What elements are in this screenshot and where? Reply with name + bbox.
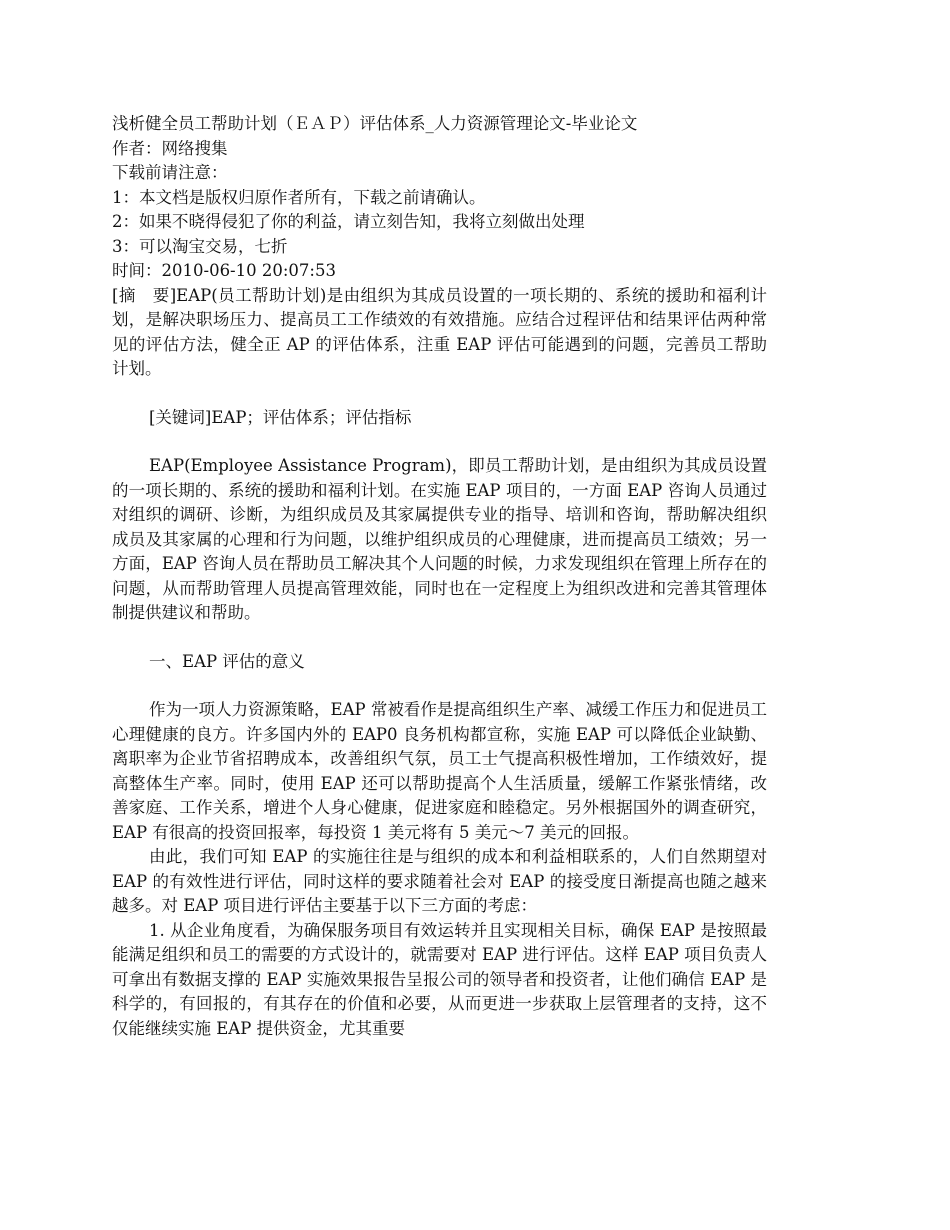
abstract-paragraph: [摘 要]EAP(员工帮助计划)是由组织为其成员设置的一项长期的、系统的援助和福利计划，是解决职场压力、提高员工工作绩效的有效措施。应结合过程评估和结果评估两种常见的评估方法，健全正 AP 的评估体系，注重 EAP 评估可能遇到的问题，完善员工帮助计划。 [112, 285, 767, 378]
keywords-line: [关键词]EAP；评估体系；评估指标 [149, 407, 412, 427]
document-title: 浅析健全员工帮助计划（ＥＡＰ）评估体系_人力资源管理论文-毕业论文 [112, 114, 638, 133]
notice-item-3: 3：可以淘宝交易，七折 [112, 236, 288, 256]
document-time: 时间：2010-06-10 20:07:53 [112, 261, 336, 280]
document-page [112, 112, 767, 1041]
intro-paragraph: EAP(Employee Assistance Program)，即员工帮助计划，是由组织为其成员设置的一项长期的、系统的援助和福利计划。在实施 EAP 项目的，一方面 EAP 咨询人员通过对组织的调研、诊断，为组织成员及其家属提供专业的指导、培训和咨询，帮助解决组织成员及其家属的心理和行为问题，以维护组织成员的心理健康，进而提高员工绩效；另一方面，EAP 咨询人员在帮助员工解决其个人问题的时候，力求发现组织在管理上所存在的问题，从而帮助管理人员提高管理效能，同时也在一定程度上为组织改进和完善其管理体制提供建议和帮助。 [112, 456, 767, 622]
section-1-paragraph-3: 1. 从企业角度看，为确保服务项目有效运转并且实现相关目标，确保 EAP 是按照最能满足组织和员工的需要的方式设计的，就需要对 EAP 进行评估。这样 EAP 项目负责人可拿出有数据支撑的 EAP 实施效果报告呈报公司的领导者和投资者，让他们确信 EAP 是科学的，有回报的，有其存在的价值和必要，从而更进一步获取上层管理者的支持，这不仅能继续实施 EAP 提供资金，尤其重要 [112, 920, 767, 1038]
notice-heading: 下载前请注意： [112, 163, 228, 182]
document-author: 作者：网络搜集 [112, 138, 228, 158]
notice-item-1: 1：本文档是版权归原作者所有，下载之前请确认。 [112, 187, 486, 207]
section-1-paragraph-2: 由此，我们可知 EAP 的实施往往是与组织的成本和利益相联系的，人们自然期望对 EAP 的有效性进行评估，同时这样的要求随着社会对 EAP 的接受度日渐提高也随之越来越多。对 EAP 项目进行评估主要基于以下三方面的考虑： [112, 847, 767, 915]
notice-item-2: 2：如果不晓得侵犯了你的利益，请立刻告知，我将立刻做出处理 [112, 212, 585, 231]
section-1-heading: 一、EAP 评估的意义 [149, 651, 305, 671]
section-1-paragraph-1: 作为一项人力资源策略，EAP 常被看作是提高组织生产率、减缓工作压力和促进员工心理健康的良方。许多国内外的 EAP0 良务机构都宣称，实施 EAP 可以降低企业缺勤、离职率为企业节省招聘成本，改善组织气氛，员工士气提高积极性增加，工作绩效好，提高整体生产率。同时，使用 EAP 还可以帮助提高个人生活质量，缓解工作紧张情绪，改善家庭、工作关系，增进个人身心健康，促进家庭和睦稳定。另外根据国外的调查研究，EAP 有很高的投资回报率，每投资 1 美元将有 5 美元～7 美元的回报。 [112, 700, 767, 842]
